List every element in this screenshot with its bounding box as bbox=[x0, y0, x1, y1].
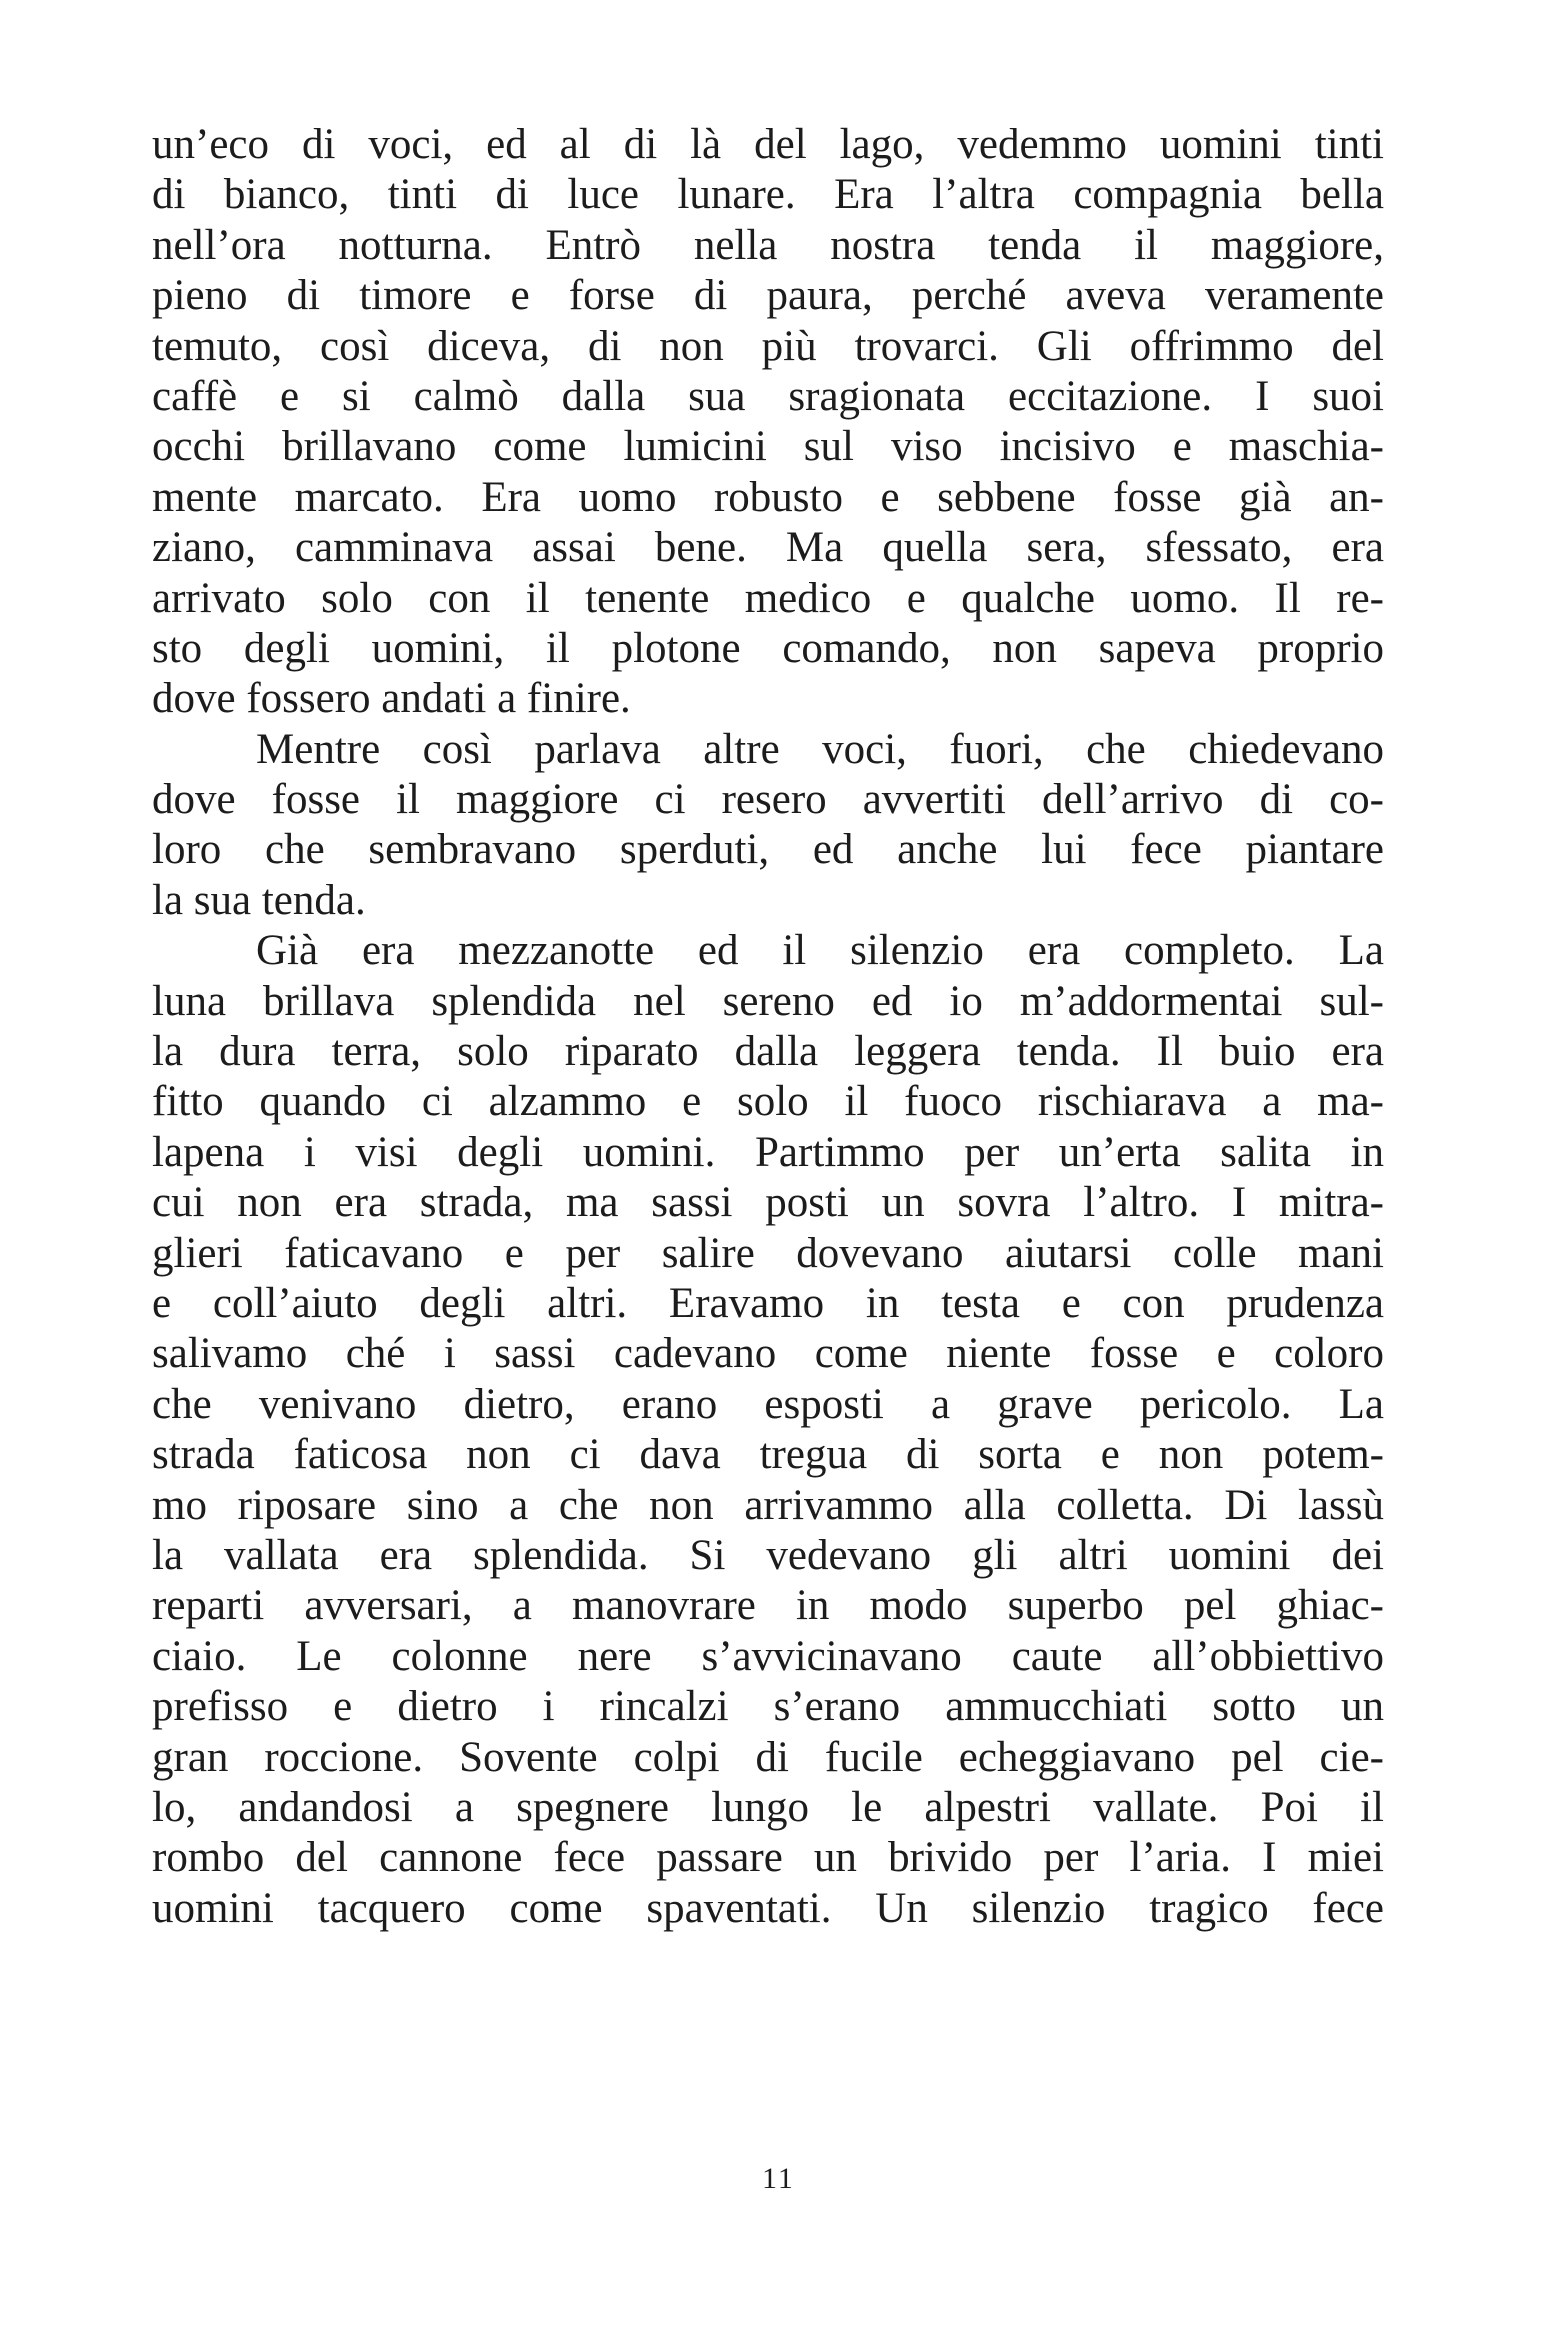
text-line: rombo del cannone fece passare un brivido per l’aria. I miei bbox=[152, 1834, 1384, 1882]
text-line: che venivano dietro, erano esposti a grave pericolo. La bbox=[152, 1380, 1384, 1428]
text-line: temuto, così diceva, di non più trovarci. Gli offrimmo del bbox=[152, 322, 1384, 370]
text-line: occhi brillavano come lumicini sul viso incisivo e maschia- bbox=[152, 423, 1384, 471]
text-line: ziano, camminava assai bene. Ma quella sera, sfessato, era bbox=[152, 524, 1384, 572]
text-line: la dura terra, solo riparato dalla leggera tenda. Il buio era bbox=[152, 1028, 1384, 1076]
text-line: ciaio. Le colonne nere s’avvicinavano caute all’obbiettivo bbox=[152, 1632, 1384, 1680]
text-line: pieno di timore e forse di paura, perché aveva veramente bbox=[152, 272, 1384, 320]
text-line: nell’ora notturna. Entrò nella nostra tenda il maggiore, bbox=[152, 221, 1384, 269]
text-line: la vallata era splendida. Si vedevano gli altri uomini dei bbox=[152, 1531, 1384, 1579]
text-line: strada faticosa non ci dava tregua di sorta e non potem- bbox=[152, 1431, 1384, 1479]
text-line: glieri faticavano e per salire dovevano aiutarsi colle mani bbox=[152, 1229, 1384, 1277]
text-line: mo riposare sino a che non arrivammo alla colletta. Di lassù bbox=[152, 1481, 1384, 1529]
text-line: di bianco, tinti di luce lunare. Era l’altra compagnia bella bbox=[152, 171, 1384, 219]
text-line: luna brillava splendida nel sereno ed io m’addormentai sul- bbox=[152, 977, 1384, 1025]
text-line: caffè e si calmò dalla sua sragionata eccitazione. I suoi bbox=[152, 372, 1384, 420]
text-line: salivamo ché i sassi cadevano come niente fosse e coloro bbox=[152, 1330, 1384, 1378]
text-line: sto degli uomini, il plotone comando, non sapeva proprio bbox=[152, 624, 1384, 672]
text-line: Mentre così parlava altre voci, fuori, che chiedevano bbox=[256, 725, 1384, 773]
text-line: reparti avversari, a manovrare in modo superbo pel ghiac- bbox=[152, 1582, 1384, 1630]
text-line: loro che sembravano sperduti, ed anche lui fece piantare bbox=[152, 826, 1384, 874]
text-line: mente marcato. Era uomo robusto e sebbene fosse già an- bbox=[152, 473, 1384, 521]
body-text bbox=[152, 120, 1384, 1934]
text-line: prefisso e dietro i rincalzi s’erano ammucchiati sotto un bbox=[152, 1683, 1384, 1731]
text-line: un’eco di voci, ed al di là del lago, vedemmo uomini tinti bbox=[152, 121, 1384, 168]
page-number: 11 bbox=[762, 2162, 795, 2195]
text-line: gran roccione. Sovente colpi di fucile echeggiavano pel cie- bbox=[152, 1733, 1384, 1781]
text-line: la sua tenda. bbox=[152, 876, 366, 924]
text-line: lo, andandosi a spegnere lungo le alpestri vallate. Poi il bbox=[152, 1783, 1384, 1831]
text-line: e coll’aiuto degli altri. Eravamo in testa e con prudenza bbox=[152, 1279, 1384, 1327]
text-line: fitto quando ci alzammo e solo il fuoco rischiarava a ma- bbox=[152, 1078, 1384, 1126]
text-line: Già era mezzanotte ed il silenzio era completo. La bbox=[256, 927, 1384, 975]
text-line: arrivato solo con il tenente medico e qualche uomo. Il re- bbox=[152, 574, 1384, 622]
text-line: uomini tacquero come spaventati. Un silenzio tragico fece bbox=[152, 1884, 1384, 1932]
text-line: dove fossero andati a finire. bbox=[152, 675, 631, 723]
text-line: cui non era strada, ma sassi posti un sovra l’altro. I mitra- bbox=[152, 1179, 1384, 1227]
text-line: lapena i visi degli uomini. Partimmo per un’erta salita in bbox=[152, 1128, 1384, 1176]
text-line: dove fosse il maggiore ci resero avvertiti dell’arrivo di co- bbox=[152, 776, 1384, 824]
